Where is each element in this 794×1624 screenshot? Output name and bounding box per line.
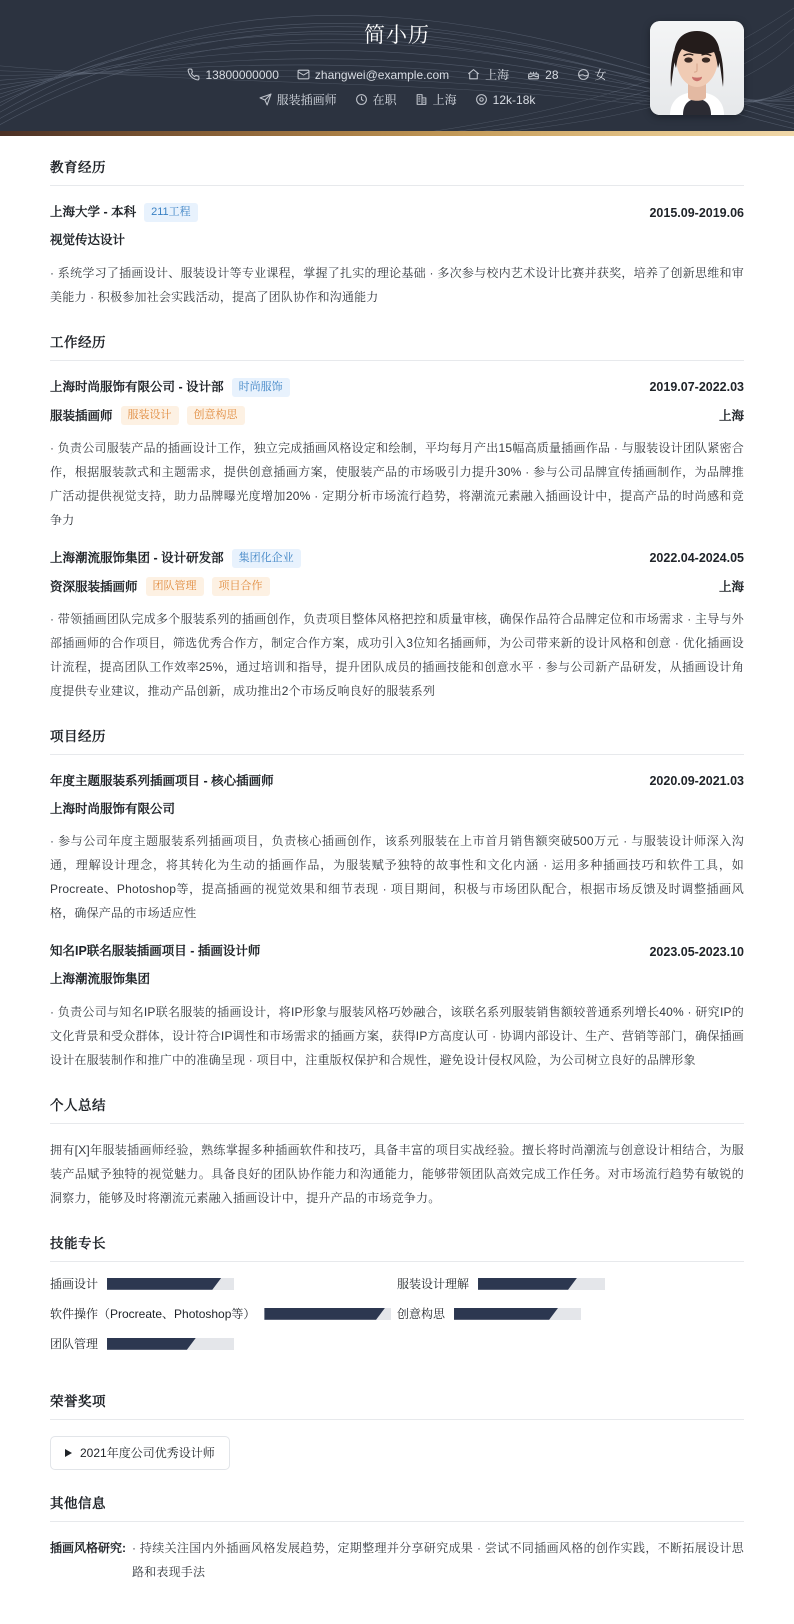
skill-item: [50, 1338, 397, 1350]
work-entry-header: [50, 378, 744, 397]
skill-progress-bar: [454, 1308, 581, 1320]
work-position-row: [50, 406, 744, 425]
education-entry-header: [50, 203, 744, 222]
building-icon: [415, 93, 428, 106]
skill-progress-bar: [107, 1338, 234, 1350]
education-entry: [50, 203, 744, 309]
skill-label: 团队管理: [50, 1336, 99, 1351]
skill-progress-fill: [107, 1278, 221, 1290]
contact-line-primary: [178, 68, 615, 81]
project-date: 2020.09-2021.03: [649, 774, 744, 789]
contact-gender-text: 女: [594, 67, 607, 82]
gender-icon: [577, 68, 590, 81]
work-description: · 负责公司服装产品的插画设计工作，独立完成插画风格设定和绘制，平均每月产出15幅高质量插画作品 · 与服装设计团队紧密合作，根据服装款式和主题需求，提供创意插画方案，使服装产品的市场吸引力提升30% · 参与公司品牌宣传插画制作，为品牌推广活动提供视觉支持，助力品牌曝光度增加20% · 定期分析市场流行趋势，将潮流元素融入插画设计中，提高产品的时尚感和竞争力: [50, 440, 744, 527]
work-date: 2022.04-2024.05: [649, 551, 744, 566]
send-icon: [259, 93, 272, 106]
salary-text: 12k-18k: [492, 92, 536, 107]
project-org: 上海潮流服饰集团: [50, 972, 151, 986]
section-skills: [50, 1232, 744, 1368]
contact-line-secondary: [250, 93, 545, 106]
project-date: 2023.05-2023.10: [649, 944, 744, 959]
job-status-text: 在职: [372, 92, 397, 107]
summary-text: 拥有[X]年服装插画师经验，熟练掌握多种插画软件和技巧，具备丰富的项目实战经验。擅长将时尚潮流与创意设计相结合，为服装产品赋予独特的视觉魅力。具备良好的团队协作能力和沟通能力，能够带领团队高效完成工作任务。对市场流行趋势有敏锐的洞察力，能够及时将潮流元素融入插画设计中，提升产品的市场竞争力。: [50, 1142, 744, 1205]
work-entry: [50, 378, 744, 532]
project-description: · 参与公司年度主题服装系列插画项目，负责核心插画创作，该系列服装在上市首月销售额突破500万元 · 与服装设计师深入沟通，理解设计理念，将其转化为生动的插画作品，为服装赋予独特的故事性和文化内涵 · 运用多种插画技巧和软件工具，如Procreate、Photoshop等，提高插画的视觉效果和细节表现 · 项目期间，积极与市场团队配合，根据市场反馈及时调整插画风格，确保产品的市场适应性: [50, 834, 744, 921]
project-name: 知名IP联名服装插画项目 - 插画设计师: [50, 944, 261, 959]
work-description: · 带领插画团队完成多个服装系列的插画创作，负责项目整体风格把控和质量审核，确保作品符合品牌定位和市场需求 · 主导与外部插画师的合作项目，筛选优秀合作方，制定合作方案，成功引入3位知名插画师，为公司带来新的设计风格和创意 · 优化插画设计流程，提高团队工作效率25%，通过培训和指导，提升团队成员的插画技能和创意水平 · 参与公司新产品研发，从插画设计角度提供专业建议，推动产品创新，成功推出2个市场反响良好的服装系列: [50, 611, 744, 698]
skill-item: [397, 1308, 744, 1320]
skill-item: [50, 1308, 397, 1320]
resume-header: [0, 0, 794, 136]
section-project: [50, 725, 744, 1072]
job-location: [415, 93, 457, 106]
contact-city-text: 上海: [485, 67, 510, 82]
job-location-text: 上海: [432, 92, 457, 107]
salary-icon: [475, 93, 488, 106]
other-item: [50, 1536, 744, 1584]
project-entry: [50, 942, 744, 1072]
skill-label: 插画设计: [50, 1276, 99, 1291]
skill-item: [50, 1278, 397, 1290]
other-label: 插画风格研究:: [50, 1540, 126, 1555]
contact-email: [297, 68, 449, 81]
contact-phone-text: 13800000000: [205, 67, 279, 82]
other-value: · 持续关注国内外插画风格发展趋势，定期整理并分享研究成果 · 尝试不同插画风格的创作实践，不断拓展设计思路和表现手法: [132, 1540, 744, 1579]
section-title-skills: 技能专长: [50, 1232, 744, 1262]
education-date: 2015.09-2019.06: [649, 205, 744, 220]
work-entry-header: [50, 549, 744, 568]
project-name: 年度主题服装系列插画项目 - 核心插画师: [50, 773, 274, 788]
phone-icon: [187, 68, 200, 81]
section-education: [50, 156, 744, 309]
skills-grid: [50, 1278, 744, 1368]
award-label: 2021年度公司优秀设计师: [80, 1445, 215, 1460]
work-position-tag: 服装设计: [121, 406, 179, 425]
project-entry-header: [50, 772, 744, 791]
contact-age: [527, 68, 558, 81]
skill-progress-fill: [454, 1308, 558, 1320]
play-triangle-icon: [65, 1449, 72, 1457]
education-major: 视觉传达设计: [50, 233, 126, 247]
section-other: [50, 1492, 744, 1584]
work-position: 服装插画师: [50, 409, 113, 424]
education-school: 上海大学 - 本科: [50, 205, 137, 220]
section-title-awards: 荣誉奖项: [50, 1390, 744, 1420]
skill-progress-fill: [264, 1308, 385, 1320]
section-awards: [50, 1390, 744, 1470]
job-status: [355, 93, 397, 106]
skill-progress-bar: [107, 1278, 234, 1290]
work-position-tag: 项目合作: [212, 577, 270, 596]
work-position-row: [50, 577, 744, 596]
section-title-other: 其他信息: [50, 1492, 744, 1522]
work-entry: [50, 549, 744, 703]
skill-item: [397, 1278, 744, 1290]
page-title: 简小历: [364, 24, 430, 47]
work-date: 2019.07-2022.03: [649, 380, 744, 395]
job-target-text: 服装插画师: [276, 92, 337, 107]
awards-list: [50, 1436, 744, 1470]
skill-label: 软件操作（Procreate、Photoshop等）: [50, 1306, 256, 1321]
skill-label: 创意构思: [397, 1306, 446, 1321]
job-target: [259, 93, 337, 106]
section-title-summary: 个人总结: [50, 1094, 744, 1124]
skill-progress-bar: [478, 1278, 605, 1290]
section-summary: [50, 1094, 744, 1210]
section-title-project: 项目经历: [50, 725, 744, 755]
section-work: [50, 331, 744, 703]
work-company: 上海潮流服饰集团 - 设计研发部: [50, 550, 224, 565]
work-company-tag: 集团化企业: [232, 549, 301, 568]
project-description: · 负责公司与知名IP联名服装的插画设计，将IP形象与服装风格巧妙融合，该联名系列服装销售额较普通系列增长40% · 研究IP的文化背景和受众群体，设计符合IP调性和市场需求的插画方案，获得IP方高度认可 · 协调内部设计、生产、营销等部门，确保插画设计在服装制作和推广中的准确呈现 · 项目中，注重版权保护和合规性，避免设计侵权风险，为公司树立良好的品牌形象: [50, 1004, 744, 1067]
project-org: 上海时尚服饰有限公司: [50, 801, 176, 816]
header-accent-bar: [0, 131, 794, 136]
salary-expectation: [475, 93, 536, 106]
contact-gender: [577, 68, 607, 81]
award-chip[interactable]: [50, 1436, 230, 1470]
skill-progress-fill: [107, 1338, 196, 1350]
contact-email-text: zhangwei@example.com: [314, 67, 450, 82]
skill-progress-fill: [478, 1278, 577, 1290]
work-position-tag: 团队管理: [146, 577, 204, 596]
contact-age-text: 28: [545, 67, 559, 82]
skill-label: 服装设计理解: [397, 1276, 470, 1291]
contact-city: [467, 68, 509, 81]
work-position-tag: 创意构思: [187, 406, 245, 425]
home-icon: [467, 68, 480, 81]
work-company-tag: 时尚服饰: [232, 378, 290, 397]
work-position: 资深服装插画师: [50, 580, 138, 595]
email-icon: [297, 68, 310, 81]
skill-progress-bar: [264, 1308, 391, 1320]
section-title-work: 工作经历: [50, 331, 744, 361]
section-title-education: 教育经历: [50, 156, 744, 186]
status-icon: [355, 93, 368, 106]
education-tag: 211工程: [144, 203, 198, 222]
avatar: [650, 21, 744, 115]
education-description: · 系统学习了插画设计、服装设计等专业课程，掌握了扎实的理论基础 · 多次参与校内艺术设计比赛并获奖，培养了创新思维和审美能力 · 积极参加社会实践活动，提高了团队协作和沟通能力: [50, 265, 744, 304]
resume-content: [0, 156, 794, 1624]
cake-icon: [527, 68, 540, 81]
work-company: 上海时尚服饰有限公司 - 设计部: [50, 379, 224, 394]
work-location: 上海: [718, 409, 744, 424]
project-entry: [50, 772, 744, 926]
contact-phone: [187, 68, 278, 81]
work-location: 上海: [718, 580, 744, 595]
project-entry-header: [50, 942, 744, 961]
